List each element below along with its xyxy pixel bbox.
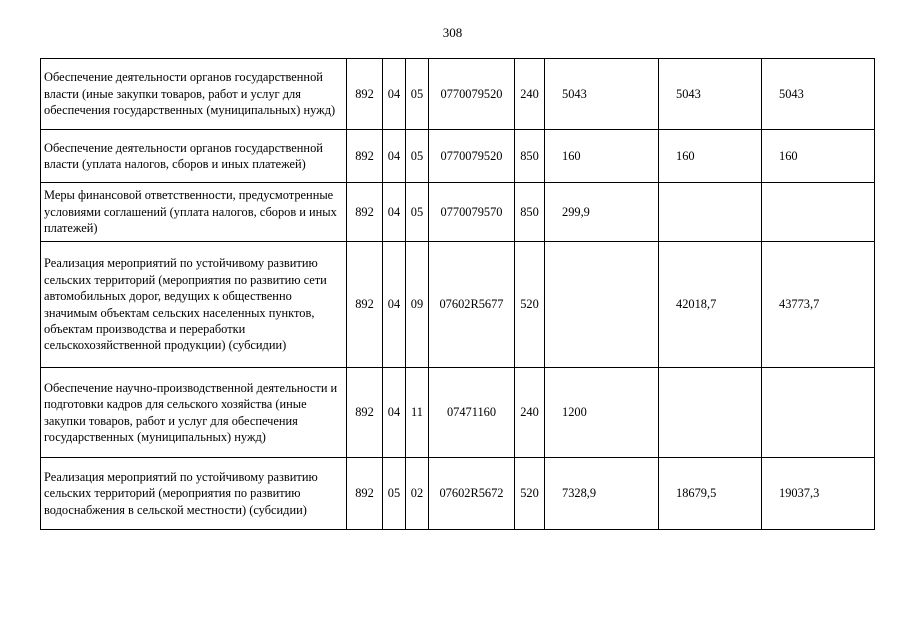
ministry-code-cell: 892 [347, 368, 383, 458]
amount-year2-cell: 5043 [659, 59, 762, 130]
expense-type-cell: 850 [515, 183, 545, 242]
subsection-code-cell: 11 [406, 368, 429, 458]
amount-year2-cell: 160 [659, 130, 762, 183]
amount-year1-cell [545, 242, 659, 368]
ministry-code-cell: 892 [347, 458, 383, 530]
ministry-code-cell: 892 [347, 242, 383, 368]
amount-year1-cell: 5043 [545, 59, 659, 130]
expense-name-cell: Обеспечение деятельности органов государственной власти (иные закупки товаров, работ и услуг для обеспечения государственных (муниципальных) нужд) [41, 59, 347, 130]
section-code-cell: 04 [383, 242, 406, 368]
amount-year1-cell: 1200 [545, 368, 659, 458]
ministry-code-cell: 892 [347, 59, 383, 130]
section-code-cell: 04 [383, 183, 406, 242]
amount-year3-cell [762, 368, 875, 458]
table-row [41, 242, 875, 368]
amount-year2-cell [659, 368, 762, 458]
amount-year2-cell: 42018,7 [659, 242, 762, 368]
target-article-cell: 0770079570 [429, 183, 515, 242]
expense-name-cell: Реализация мероприятий по устойчивому развитию сельских территорий (мероприятия по развитию сети автомобильных дорог, ведущих к общественно значимым объектам сельских населенных пунктов, объектам производства и переработки сельскохозяйственной продукции) (субсидии) [41, 242, 347, 368]
page-number: 308 [442, 25, 463, 40]
ministry-code-cell: 892 [347, 130, 383, 183]
target-article-cell: 07602R5672 [429, 458, 515, 530]
expense-type-cell: 240 [515, 368, 545, 458]
table-row [41, 458, 875, 530]
budget-table [40, 58, 875, 530]
expense-name-cell: Обеспечение деятельности органов государственной власти (уплата налогов, сборов и иных платежей) [41, 130, 347, 183]
expense-name-cell: Реализация мероприятий по устойчивому развитию сельских территорий (мероприятия по развитию водоснабжения в сельской местности) (субсидии) [41, 458, 347, 530]
expense-type-cell: 520 [515, 458, 545, 530]
expense-name-cell: Меры финансовой ответственности, предусмотренные условиями соглашений (уплата налогов, сборов и иных платежей) [41, 183, 347, 242]
section-code-cell: 04 [383, 368, 406, 458]
amount-year3-cell: 5043 [762, 59, 875, 130]
amount-year1-cell: 7328,9 [545, 458, 659, 530]
section-code-cell: 05 [383, 458, 406, 530]
target-article-cell: 0770079520 [429, 130, 515, 183]
amount-year2-cell: 18679,5 [659, 458, 762, 530]
subsection-code-cell: 09 [406, 242, 429, 368]
section-code-cell: 04 [383, 130, 406, 183]
amount-year1-cell: 299,9 [545, 183, 659, 242]
subsection-code-cell: 02 [406, 458, 429, 530]
table-row [41, 183, 875, 242]
amount-year3-cell [762, 183, 875, 242]
target-article-cell: 07602R5677 [429, 242, 515, 368]
amount-year3-cell: 19037,3 [762, 458, 875, 530]
amount-year3-cell: 43773,7 [762, 242, 875, 368]
target-article-cell: 07471160 [429, 368, 515, 458]
table-row [41, 59, 875, 130]
ministry-code-cell: 892 [347, 183, 383, 242]
target-article-cell: 0770079520 [429, 59, 515, 130]
expense-type-cell: 240 [515, 59, 545, 130]
subsection-code-cell: 05 [406, 183, 429, 242]
table-row [41, 368, 875, 458]
expense-name-cell: Обеспечение научно-производственной деятельности и подготовки кадров для сельского хозяйства (иные закупки товаров, работ и услуг для обеспечения государственных (муниципальных) нужд) [41, 368, 347, 458]
amount-year3-cell: 160 [762, 130, 875, 183]
amount-year2-cell [659, 183, 762, 242]
subsection-code-cell: 05 [406, 130, 429, 183]
table-row [41, 130, 875, 183]
subsection-code-cell: 05 [406, 59, 429, 130]
expense-type-cell: 520 [515, 242, 545, 368]
expense-type-cell: 850 [515, 130, 545, 183]
section-code-cell: 04 [383, 59, 406, 130]
amount-year1-cell: 160 [545, 130, 659, 183]
